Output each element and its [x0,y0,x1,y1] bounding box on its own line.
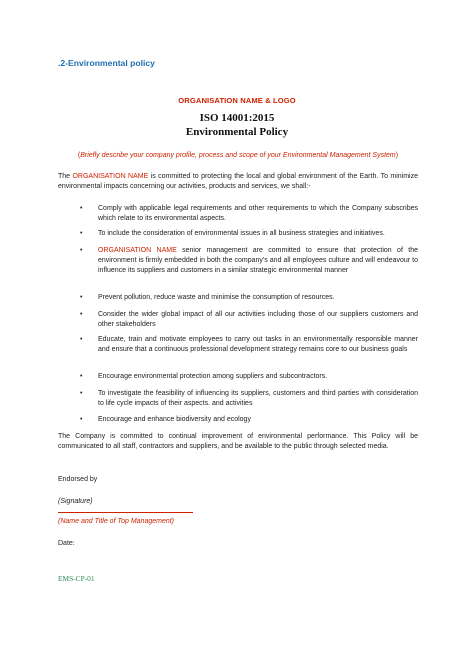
bullet-icon: • [80,311,83,318]
instruction-open-paren: ( [77,152,81,159]
date-label: Date: [58,540,75,547]
document-reference: EMS-CP-01 [58,574,95,583]
bullet-icon: • [80,205,83,212]
list-item-text: Prevent pollution, reduce waste and minimise the consumption of resources. [98,294,335,301]
list-item-text [98,246,418,275]
list-item-rest: senior management are committed to ensure that protection of the environment is firmly embedded in both the company's and all employees culture and will endeavour to influence its suppliers and customers in a similar strategic environmental manner [98,247,418,274]
list-item-text: Encourage and enhance biodiversity and ecology [98,416,251,423]
intro-paragraph [58,172,418,192]
instruction-close-paren: ) [395,152,399,159]
intro-rest: is committed to protecting the local and global environment of the Earth. To minimize environmental impacts concerning our activities, products and services, we shall:- [58,173,418,190]
signature-line [58,512,193,513]
bullet-icon: • [80,294,83,301]
policy-title: Environmental Policy [185,126,289,138]
instruction-text: Briefly describe your company profile, process and scope of your Environmental Management System [80,152,396,159]
signature-placeholder: (Signature) [58,498,93,505]
bullet-icon: • [80,230,83,237]
intro-prefix: The [58,173,73,180]
list-item-text: To include the consideration of environmental issues in all business strategies and initiatives. [98,230,385,237]
list-item-organisation-name: ORGANISATION NAME [98,247,177,254]
bullet-icon: • [80,336,83,343]
list-item-text: Educate, train and motivate employees to carry out tasks in an environmentally responsible manner and ensure that a continuous professional development strategy remains core to our business goals [98,336,418,353]
management-name-title-placeholder: (Name and Title of Top Management) [58,518,175,525]
endorsed-by-label: Endorsed by [58,476,98,483]
intro-organisation-name: ORGANISATION NAME [72,173,149,180]
list-item-text: Encourage environmental protection among suppliers and subcontractors. [98,373,328,380]
closing-paragraph: The Company is committed to continual improvement of environmental performance. This Policy will be communicated to all staff, contractors and suppliers, and be available to the public through selected media. [58,433,418,450]
list-item-text: Comply with applicable legal requirements and other requirements to which the Company subscribes which relate to its environmental aspects. [98,205,418,222]
list-item-text: To investigate the feasibility of influencing its suppliers, customers and third parties with consideration to life cycle impacts of their aspects. and activities [98,390,418,407]
bullet-icon: • [80,247,83,254]
section-heading: .2-Environmental policy [58,58,155,68]
bullet-icon: • [80,373,83,380]
standard-title: ISO 14001:2015 [199,112,275,124]
profile-instruction [58,152,418,159]
bullet-icon: • [80,416,83,423]
bullet-icon: • [80,390,83,397]
organisation-name-logo-placeholder: ORGANISATION NAME & LOGO [178,96,296,105]
list-item-text: Consider the wider global impact of all our activities including those of our suppliers customers and other stakeholders [98,311,418,328]
